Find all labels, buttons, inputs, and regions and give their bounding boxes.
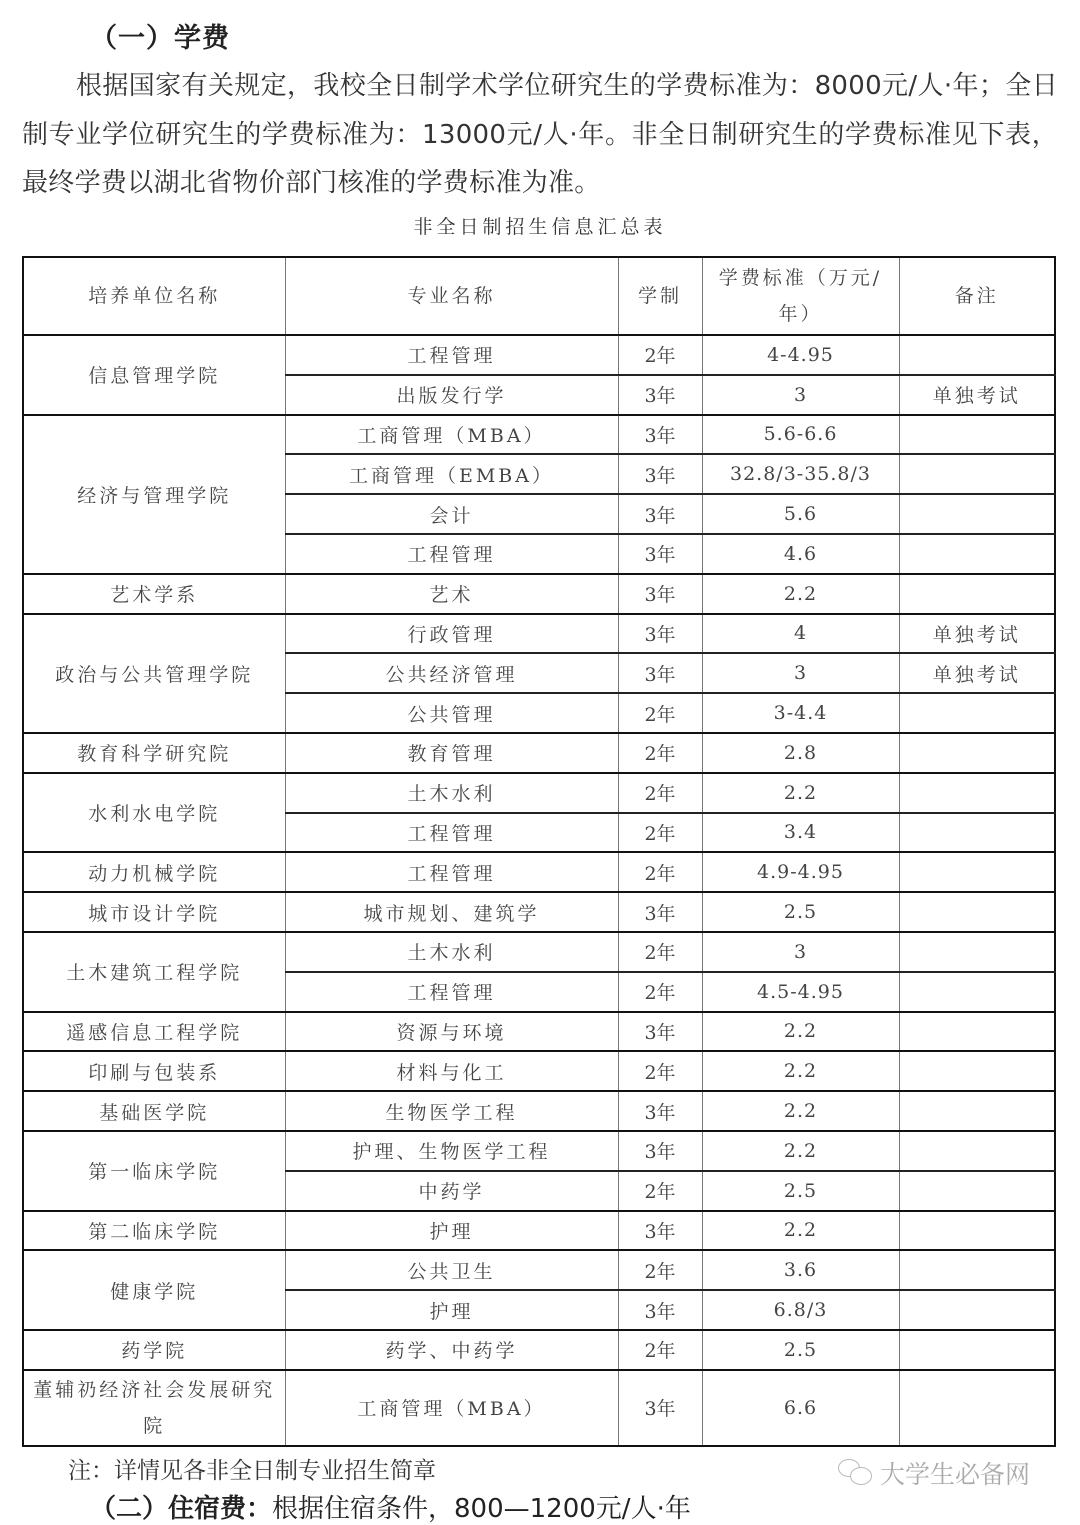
cell-years: 3年 bbox=[618, 454, 702, 494]
cell-fee: 3 bbox=[702, 375, 899, 415]
cell-major: 工商管理（MBA） bbox=[285, 1370, 618, 1446]
cell-years: 2年 bbox=[618, 813, 702, 853]
cell-fee: 2.5 bbox=[702, 892, 899, 932]
cell-note bbox=[899, 1171, 1055, 1211]
cell-years: 2年 bbox=[618, 693, 702, 733]
section-heading-accommodation bbox=[90, 1488, 691, 1525]
cell-years: 2年 bbox=[618, 773, 702, 813]
cell-unit: 遥感信息工程学院 bbox=[23, 1012, 285, 1052]
cell-note bbox=[899, 1051, 1055, 1091]
cell-major: 会计 bbox=[285, 494, 618, 534]
wechat-icon bbox=[838, 1459, 874, 1487]
cell-major: 材料与化工 bbox=[285, 1051, 618, 1091]
cell-fee: 5.6 bbox=[702, 494, 899, 534]
cell-fee: 2.2 bbox=[702, 1131, 899, 1171]
cell-years: 3年 bbox=[618, 1131, 702, 1171]
cell-fee: 3 bbox=[702, 653, 899, 693]
cell-note bbox=[899, 1131, 1055, 1171]
cell-unit: 政治与公共管理学院 bbox=[23, 614, 285, 733]
cell-major: 工商管理（EMBA） bbox=[285, 454, 618, 494]
cell-years: 2年 bbox=[618, 733, 702, 773]
cell-fee: 2.2 bbox=[702, 1051, 899, 1091]
cell-fee: 4-4.95 bbox=[702, 335, 899, 375]
cell-major: 土木水利 bbox=[285, 932, 618, 972]
cell-years: 3年 bbox=[618, 1012, 702, 1052]
cell-note bbox=[899, 733, 1055, 773]
cell-note bbox=[899, 972, 1055, 1012]
cell-major: 护理、生物医学工程 bbox=[285, 1131, 618, 1171]
cell-major: 艺术 bbox=[285, 574, 618, 614]
cell-note bbox=[899, 534, 1055, 574]
cell-fee: 4.6 bbox=[702, 534, 899, 574]
cell-fee: 6.6 bbox=[702, 1370, 899, 1446]
cell-years: 3年 bbox=[618, 375, 702, 415]
cell-note bbox=[899, 773, 1055, 813]
cell-major: 土木水利 bbox=[285, 773, 618, 813]
table-row bbox=[23, 773, 1055, 813]
cell-unit: 印刷与包装系 bbox=[23, 1051, 285, 1091]
cell-major: 工程管理 bbox=[285, 534, 618, 574]
cell-note bbox=[899, 932, 1055, 972]
cell-major: 工程管理 bbox=[285, 335, 618, 375]
cell-major: 行政管理 bbox=[285, 614, 618, 654]
cell-major: 教育管理 bbox=[285, 733, 618, 773]
cell-years: 3年 bbox=[618, 1290, 702, 1330]
cell-note: 单独考试 bbox=[899, 614, 1055, 654]
cell-note bbox=[899, 813, 1055, 853]
cell-unit: 经济与管理学院 bbox=[23, 415, 285, 574]
cell-fee: 4.9-4.95 bbox=[702, 852, 899, 892]
table-body bbox=[23, 335, 1055, 1446]
table-row bbox=[23, 852, 1055, 892]
table-caption: 非全日制招生信息汇总表 bbox=[413, 216, 667, 238]
cell-major: 中药学 bbox=[285, 1171, 618, 1211]
cell-note bbox=[899, 1370, 1055, 1446]
cell-years: 3年 bbox=[618, 1370, 702, 1446]
cell-note bbox=[899, 1012, 1055, 1052]
table-header-row bbox=[23, 257, 1055, 335]
cell-note bbox=[899, 494, 1055, 534]
cell-note bbox=[899, 1290, 1055, 1330]
table-row bbox=[23, 1051, 1055, 1091]
cell-major: 护理 bbox=[285, 1211, 618, 1251]
cell-fee: 2.5 bbox=[702, 1171, 899, 1211]
cell-major: 工程管理 bbox=[285, 813, 618, 853]
cell-fee: 2.5 bbox=[702, 1330, 899, 1370]
cell-fee: 4 bbox=[702, 614, 899, 654]
cell-note bbox=[899, 693, 1055, 733]
cell-fee: 2.2 bbox=[702, 1091, 899, 1131]
cell-note bbox=[899, 852, 1055, 892]
cell-years: 2年 bbox=[618, 1330, 702, 1370]
cell-years: 2年 bbox=[618, 932, 702, 972]
table-row bbox=[23, 335, 1055, 375]
cell-years: 2年 bbox=[618, 1250, 702, 1290]
watermark-text: 大学生必备网 bbox=[880, 1460, 1031, 1489]
cell-fee: 2.2 bbox=[702, 773, 899, 813]
cell-unit: 药学院 bbox=[23, 1330, 285, 1370]
table-row bbox=[23, 1330, 1055, 1370]
cell-major: 护理 bbox=[285, 1290, 618, 1330]
cell-major: 公共经济管理 bbox=[285, 653, 618, 693]
cell-note bbox=[899, 1091, 1055, 1131]
cell-major: 工程管理 bbox=[285, 972, 618, 1012]
cell-years: 3年 bbox=[618, 574, 702, 614]
cell-note bbox=[899, 1211, 1055, 1251]
cell-fee: 6.8/3 bbox=[702, 1290, 899, 1330]
cell-years: 3年 bbox=[618, 1211, 702, 1251]
cell-major: 城市规划、建筑学 bbox=[285, 892, 618, 932]
cell-unit: 水利水电学院 bbox=[23, 773, 285, 853]
cell-major: 资源与环境 bbox=[285, 1012, 618, 1052]
cell-unit: 教育科学研究院 bbox=[23, 733, 285, 773]
cell-years: 3年 bbox=[618, 614, 702, 654]
cell-major: 生物医学工程 bbox=[285, 1091, 618, 1131]
cell-fee: 3-4.4 bbox=[702, 693, 899, 733]
cell-fee: 2.2 bbox=[702, 1012, 899, 1052]
header-years: 学制 bbox=[618, 257, 702, 335]
cell-years: 2年 bbox=[618, 852, 702, 892]
cell-unit: 董辅礽经济社会发展研究院 bbox=[23, 1370, 285, 1446]
table-row bbox=[23, 1211, 1055, 1251]
cell-years: 3年 bbox=[618, 653, 702, 693]
tuition-paragraph: 根据国家有关规定，我校全日制学术学位研究生的学费标准为：8000元/人·年；全日制专业学位研究生的学费标准为：13000元/人·年。非全日制研究生的学费标准见下表，最终学费以湖北省物价部门核准的学费标准为准。 bbox=[22, 71, 1058, 198]
cell-major: 公共卫生 bbox=[285, 1250, 618, 1290]
cell-years: 2年 bbox=[618, 1051, 702, 1091]
section-heading-tuition: （一）学费 bbox=[90, 23, 230, 54]
cell-unit: 健康学院 bbox=[23, 1250, 285, 1330]
cell-fee: 32.8/3-35.8/3 bbox=[702, 454, 899, 494]
cell-fee: 2.2 bbox=[702, 1211, 899, 1251]
cell-unit: 信息管理学院 bbox=[23, 335, 285, 415]
accommodation-label: （二）住宿费： bbox=[90, 1494, 273, 1524]
cell-years: 3年 bbox=[618, 494, 702, 534]
cell-major: 出版发行学 bbox=[285, 375, 618, 415]
cell-note bbox=[899, 892, 1055, 932]
cell-years: 3年 bbox=[618, 415, 702, 455]
cell-fee: 4.5-4.95 bbox=[702, 972, 899, 1012]
cell-major: 工程管理 bbox=[285, 852, 618, 892]
header-unit: 培养单位名称 bbox=[23, 257, 285, 335]
table-row bbox=[23, 932, 1055, 972]
table-row bbox=[23, 415, 1055, 455]
cell-major: 药学、中药学 bbox=[285, 1330, 618, 1370]
header-major: 专业名称 bbox=[285, 257, 618, 335]
cell-years: 2年 bbox=[618, 335, 702, 375]
cell-years: 3年 bbox=[618, 534, 702, 574]
cell-major: 公共管理 bbox=[285, 693, 618, 733]
cell-years: 3年 bbox=[618, 892, 702, 932]
cell-note bbox=[899, 415, 1055, 455]
table-row bbox=[23, 614, 1055, 654]
cell-fee: 2.2 bbox=[702, 574, 899, 614]
cell-note bbox=[899, 454, 1055, 494]
header-fee: 学费标准（万元/年） bbox=[702, 257, 899, 335]
cell-note bbox=[899, 1250, 1055, 1290]
table-row bbox=[23, 1250, 1055, 1290]
cell-note bbox=[899, 335, 1055, 375]
table-row bbox=[23, 1131, 1055, 1171]
cell-major: 工商管理（MBA） bbox=[285, 415, 618, 455]
footnote: 注：详情见各非全日制专业招生简章 bbox=[68, 1458, 436, 1484]
cell-fee: 2.8 bbox=[702, 733, 899, 773]
header-note: 备注 bbox=[899, 257, 1055, 335]
cell-years: 2年 bbox=[618, 972, 702, 1012]
fee-table bbox=[22, 256, 1056, 1447]
cell-unit: 第一临床学院 bbox=[23, 1131, 285, 1211]
cell-years: 3年 bbox=[618, 1091, 702, 1131]
cell-unit: 动力机械学院 bbox=[23, 852, 285, 892]
cell-fee: 3.4 bbox=[702, 813, 899, 853]
cell-unit: 第二临床学院 bbox=[23, 1211, 285, 1251]
cell-note: 单独考试 bbox=[899, 375, 1055, 415]
cell-note bbox=[899, 1330, 1055, 1370]
cell-note: 单独考试 bbox=[899, 653, 1055, 693]
cell-unit: 土木建筑工程学院 bbox=[23, 932, 285, 1012]
table-row bbox=[23, 1091, 1055, 1131]
cell-unit: 基础医学院 bbox=[23, 1091, 285, 1131]
table-row bbox=[23, 574, 1055, 614]
cell-unit: 城市设计学院 bbox=[23, 892, 285, 932]
cell-fee: 3.6 bbox=[702, 1250, 899, 1290]
cell-note bbox=[899, 574, 1055, 614]
table-row bbox=[23, 1012, 1055, 1052]
table-row bbox=[23, 733, 1055, 773]
accommodation-text: 根据住宿条件，800—1200元/人·年 bbox=[272, 1494, 691, 1524]
table-row bbox=[23, 1370, 1055, 1446]
cell-fee: 3 bbox=[702, 932, 899, 972]
table-row bbox=[23, 892, 1055, 932]
cell-fee: 5.6-6.6 bbox=[702, 415, 899, 455]
cell-years: 2年 bbox=[618, 1171, 702, 1211]
cell-unit: 艺术学系 bbox=[23, 574, 285, 614]
watermark bbox=[838, 1455, 1030, 1491]
